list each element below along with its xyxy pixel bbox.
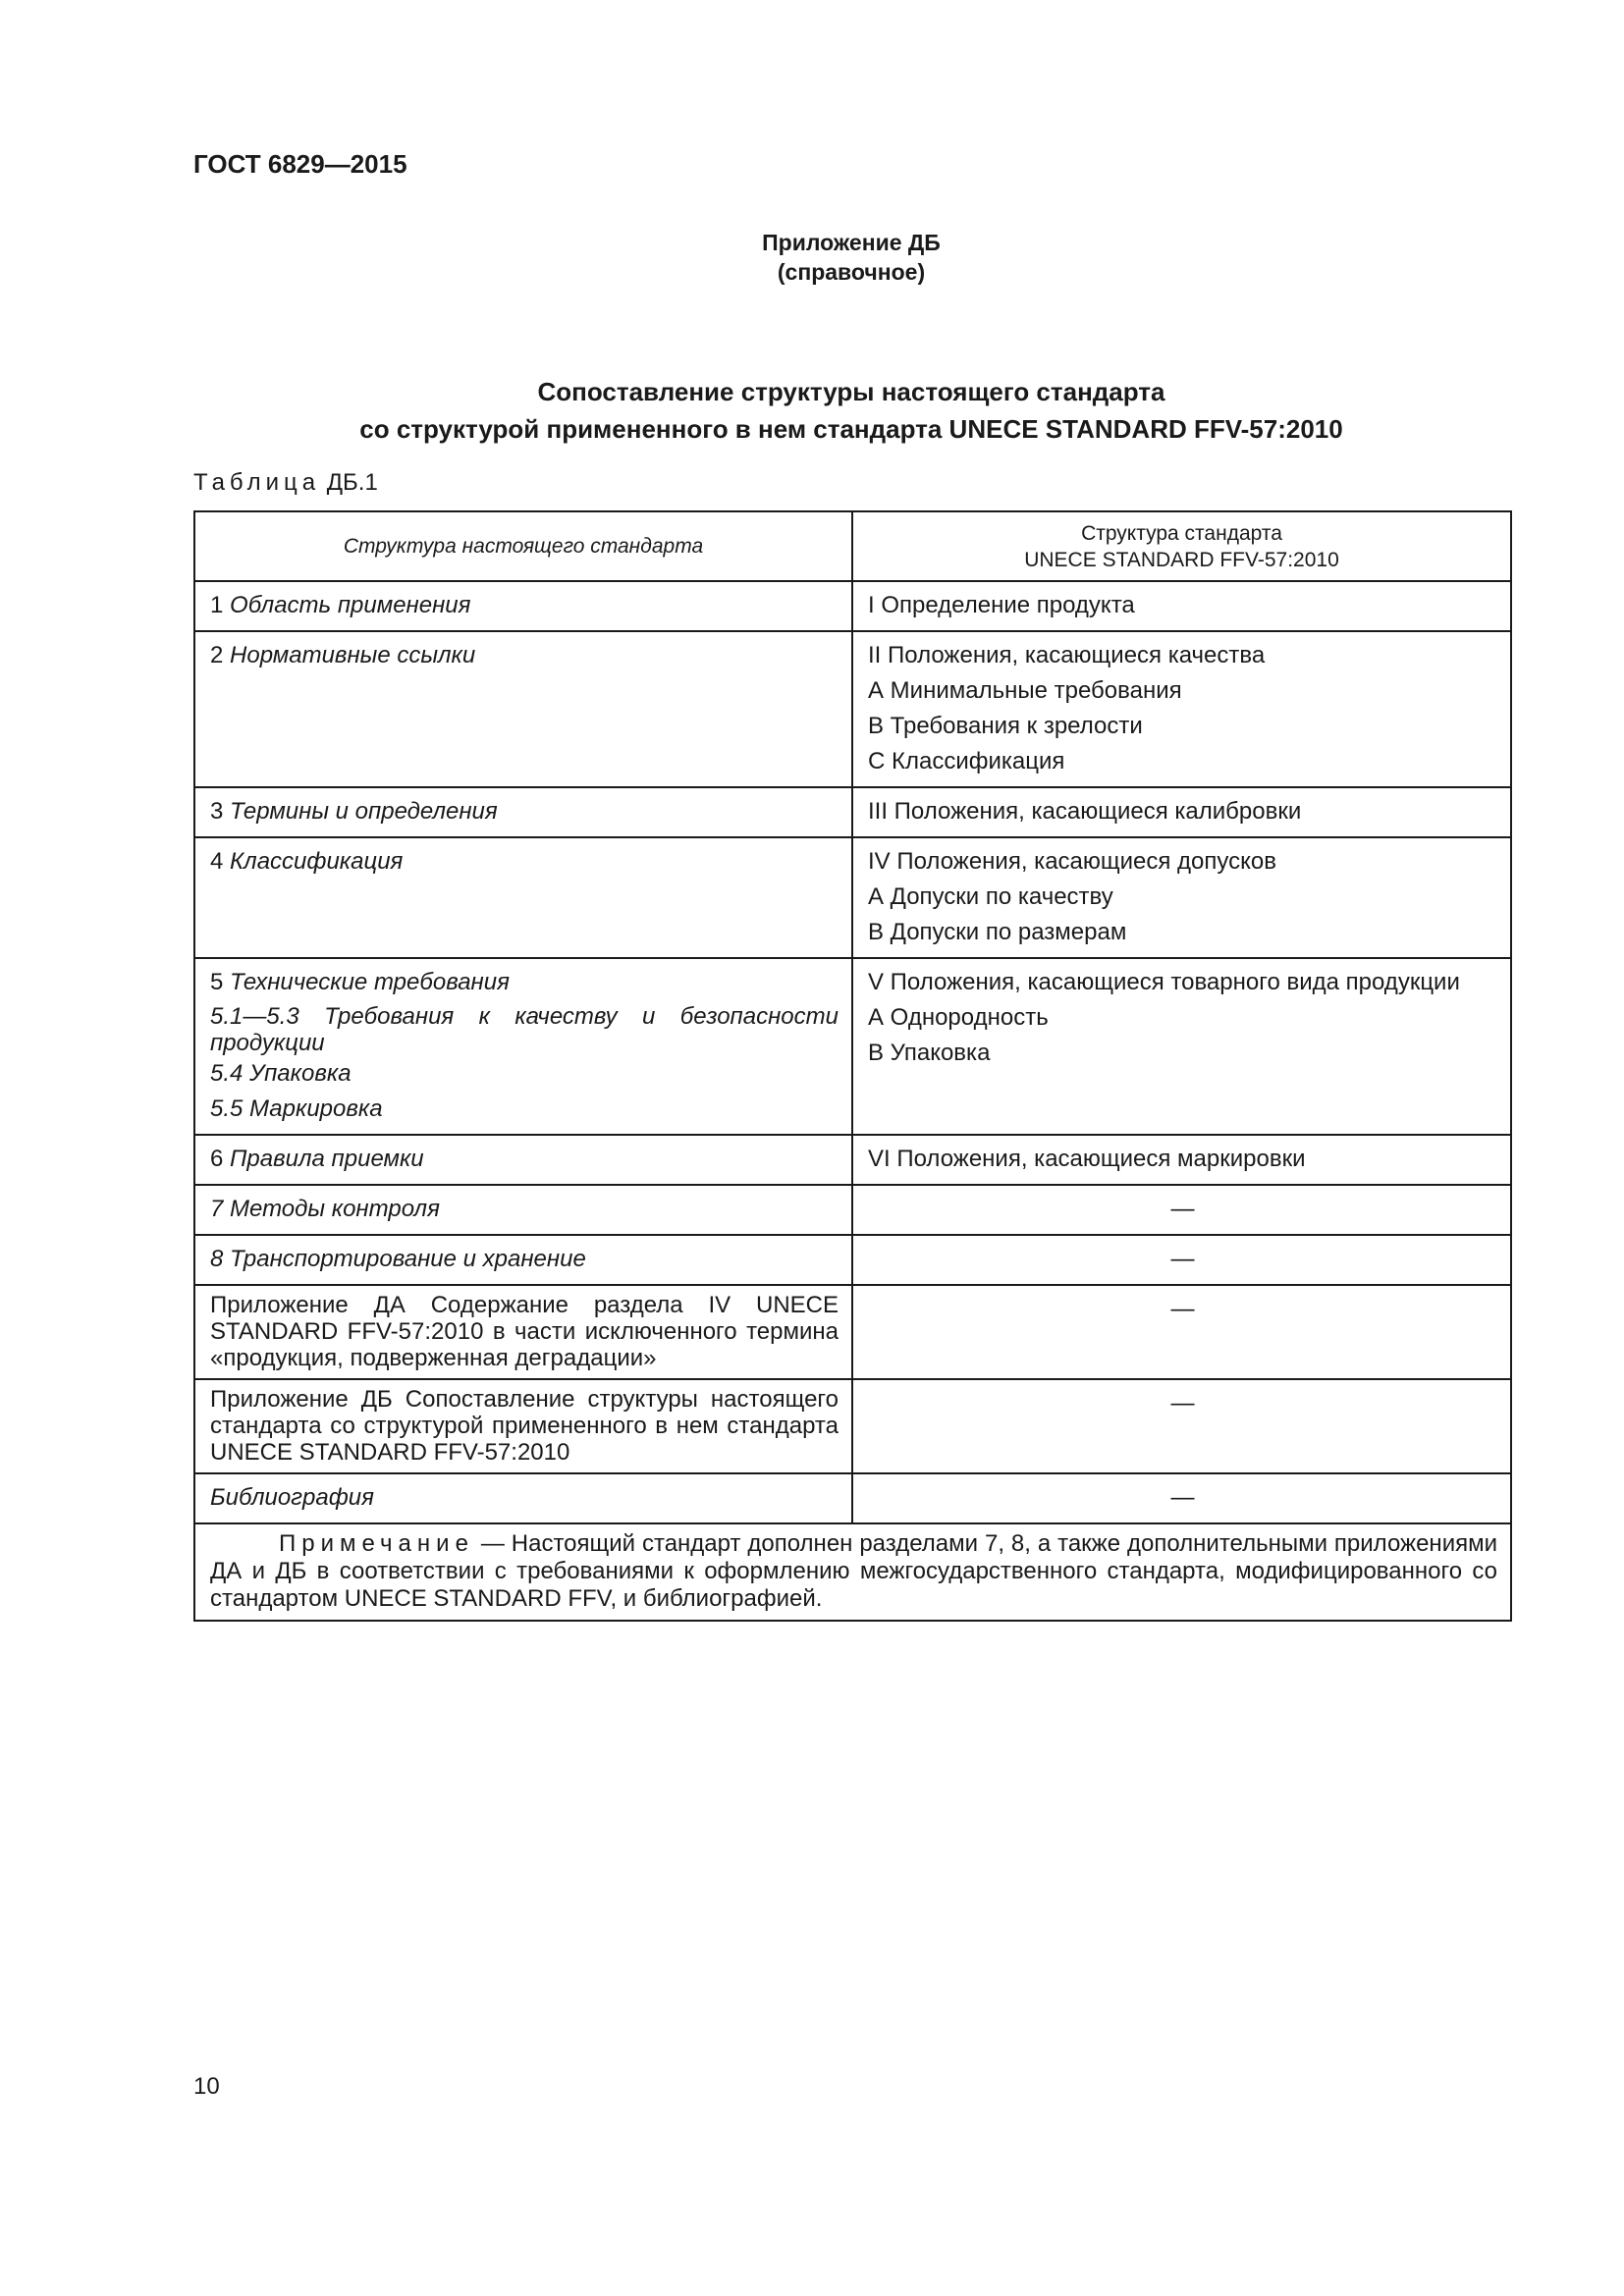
table-header-row	[194, 511, 1511, 581]
header-this-standard: Структура настоящего стандарта	[194, 511, 852, 581]
section-number: 1	[210, 592, 224, 618]
right-cell	[852, 837, 1511, 958]
right-cell	[852, 631, 1511, 787]
section-line	[210, 965, 839, 1000]
left-cell	[194, 958, 852, 1135]
note-label: Примечание	[279, 1530, 474, 1557]
unece-item: V Положения, касающиеся товарного вида продукции	[868, 969, 1460, 995]
table-label-number: ДБ.1	[326, 469, 378, 496]
unece-item: В Упаковка	[868, 1040, 991, 1066]
right-cell	[852, 958, 1511, 1135]
unece-item: VI Положения, касающиеся маркировки	[868, 1146, 1306, 1172]
table-row	[194, 837, 1511, 958]
standard-code: ГОСТ 6829—2015	[193, 149, 407, 179]
document-title-line-1: Сопоставление структуры настоящего стандарта	[537, 377, 1165, 406]
appendix-title: Приложение ДБ	[762, 230, 941, 255]
section-number: 3	[210, 798, 224, 825]
header-unece-line-2: UNECE STANDARD FFV-57:2010	[1024, 548, 1339, 571]
unece-item: А Однородность	[868, 1004, 1049, 1031]
appendix-heading	[0, 228, 1624, 287]
section-number: 4	[210, 848, 224, 875]
left-cell	[194, 837, 852, 958]
unece-item: I Определение продукта	[868, 592, 1135, 618]
table-row	[194, 581, 1511, 631]
right-cell-dash: —	[852, 1235, 1511, 1285]
right-cell	[852, 581, 1511, 631]
unece-item: IV Положения, касающиеся допусков	[868, 848, 1276, 875]
section-number: 6	[210, 1146, 224, 1172]
right-cell-dash: —	[852, 1473, 1511, 1523]
unece-item: III Положения, касающиеся калибровки	[868, 798, 1302, 825]
table-row	[194, 631, 1511, 787]
table-row	[194, 1185, 1511, 1235]
section-title: Классификация	[230, 848, 404, 875]
section-title: Термины и определения	[230, 798, 498, 825]
note-text: — Настоящий стандарт дополнен разделами 7, 8, а также дополнительными приложениями ДА и ДБ в соответствии с требованиями к оформлению межгосударственного стандарта, модифицированного со стандартом UNECE STANDARD FFV, и библиографией.	[210, 1530, 1497, 1612]
table-row	[194, 1235, 1511, 1285]
header-unece-line-1: Структура стандарта	[1081, 521, 1282, 545]
section-title: Правила приемки	[230, 1146, 424, 1172]
appendix-subtitle: (справочное)	[777, 259, 926, 285]
right-cell	[852, 1135, 1511, 1185]
table-row	[194, 1135, 1511, 1185]
right-cell-dash: —	[852, 1285, 1511, 1379]
table-row	[194, 1285, 1511, 1379]
comparison-table	[193, 510, 1512, 1622]
section-title: Технические требования	[230, 969, 510, 995]
left-cell: 8 Транспортирование и хранение	[194, 1235, 852, 1285]
left-cell: 7 Методы контроля	[194, 1185, 852, 1235]
left-cell	[194, 581, 852, 631]
right-cell-dash: —	[852, 1379, 1511, 1473]
left-cell: Приложение ДБ Сопоставление структуры настоящего стандарта со структурой примененного в нем стандарта UNECE STANDARD FFV-57:2010	[194, 1379, 852, 1473]
section-number: 5	[210, 969, 224, 995]
left-cell	[194, 631, 852, 787]
left-cell	[194, 1135, 852, 1185]
page-number: 10	[193, 2073, 220, 2100]
left-cell: Библиография	[194, 1473, 852, 1523]
table-label	[193, 469, 378, 497]
unece-item: А Минимальные требования	[868, 677, 1182, 704]
subsection-title: 5.4 Упаковка	[210, 1060, 352, 1087]
table-row	[194, 1473, 1511, 1523]
left-cell	[194, 787, 852, 837]
table-row	[194, 958, 1511, 1135]
header-unece-standard	[852, 511, 1511, 581]
section-number: 2	[210, 642, 224, 668]
section-title: Нормативные ссылки	[230, 642, 476, 668]
table-note	[194, 1523, 1511, 1621]
unece-item: А Допуски по качеству	[868, 883, 1113, 910]
left-cell: Приложение ДА Содержание раздела IV UNECE STANDARD FFV-57:2010 в части исключенного термина «продукция, подверженная деградации»	[194, 1285, 852, 1379]
unece-item: В Требования к зрелости	[868, 713, 1143, 739]
unece-item: II Положения, касающиеся качества	[868, 642, 1266, 668]
unece-item: В Допуски по размерам	[868, 919, 1127, 945]
subsection-title: 5.5 Маркировка	[210, 1095, 383, 1122]
right-cell	[852, 787, 1511, 837]
table-row	[194, 1379, 1511, 1473]
document-title-line-2: со структурой примененного в нем стандарта UNECE STANDARD FFV-57:2010	[359, 414, 1343, 444]
section-title: Область применения	[230, 592, 471, 618]
document-title	[0, 373, 1624, 448]
unece-item: С Классификация	[868, 748, 1065, 774]
right-cell-dash: —	[852, 1185, 1511, 1235]
table-note-row	[194, 1523, 1511, 1621]
table-row	[194, 787, 1511, 837]
subsection-title: 5.1—5.3 Требования к качеству и безопасности продукции	[210, 1003, 839, 1056]
table-label-word: Таблица	[193, 469, 321, 496]
